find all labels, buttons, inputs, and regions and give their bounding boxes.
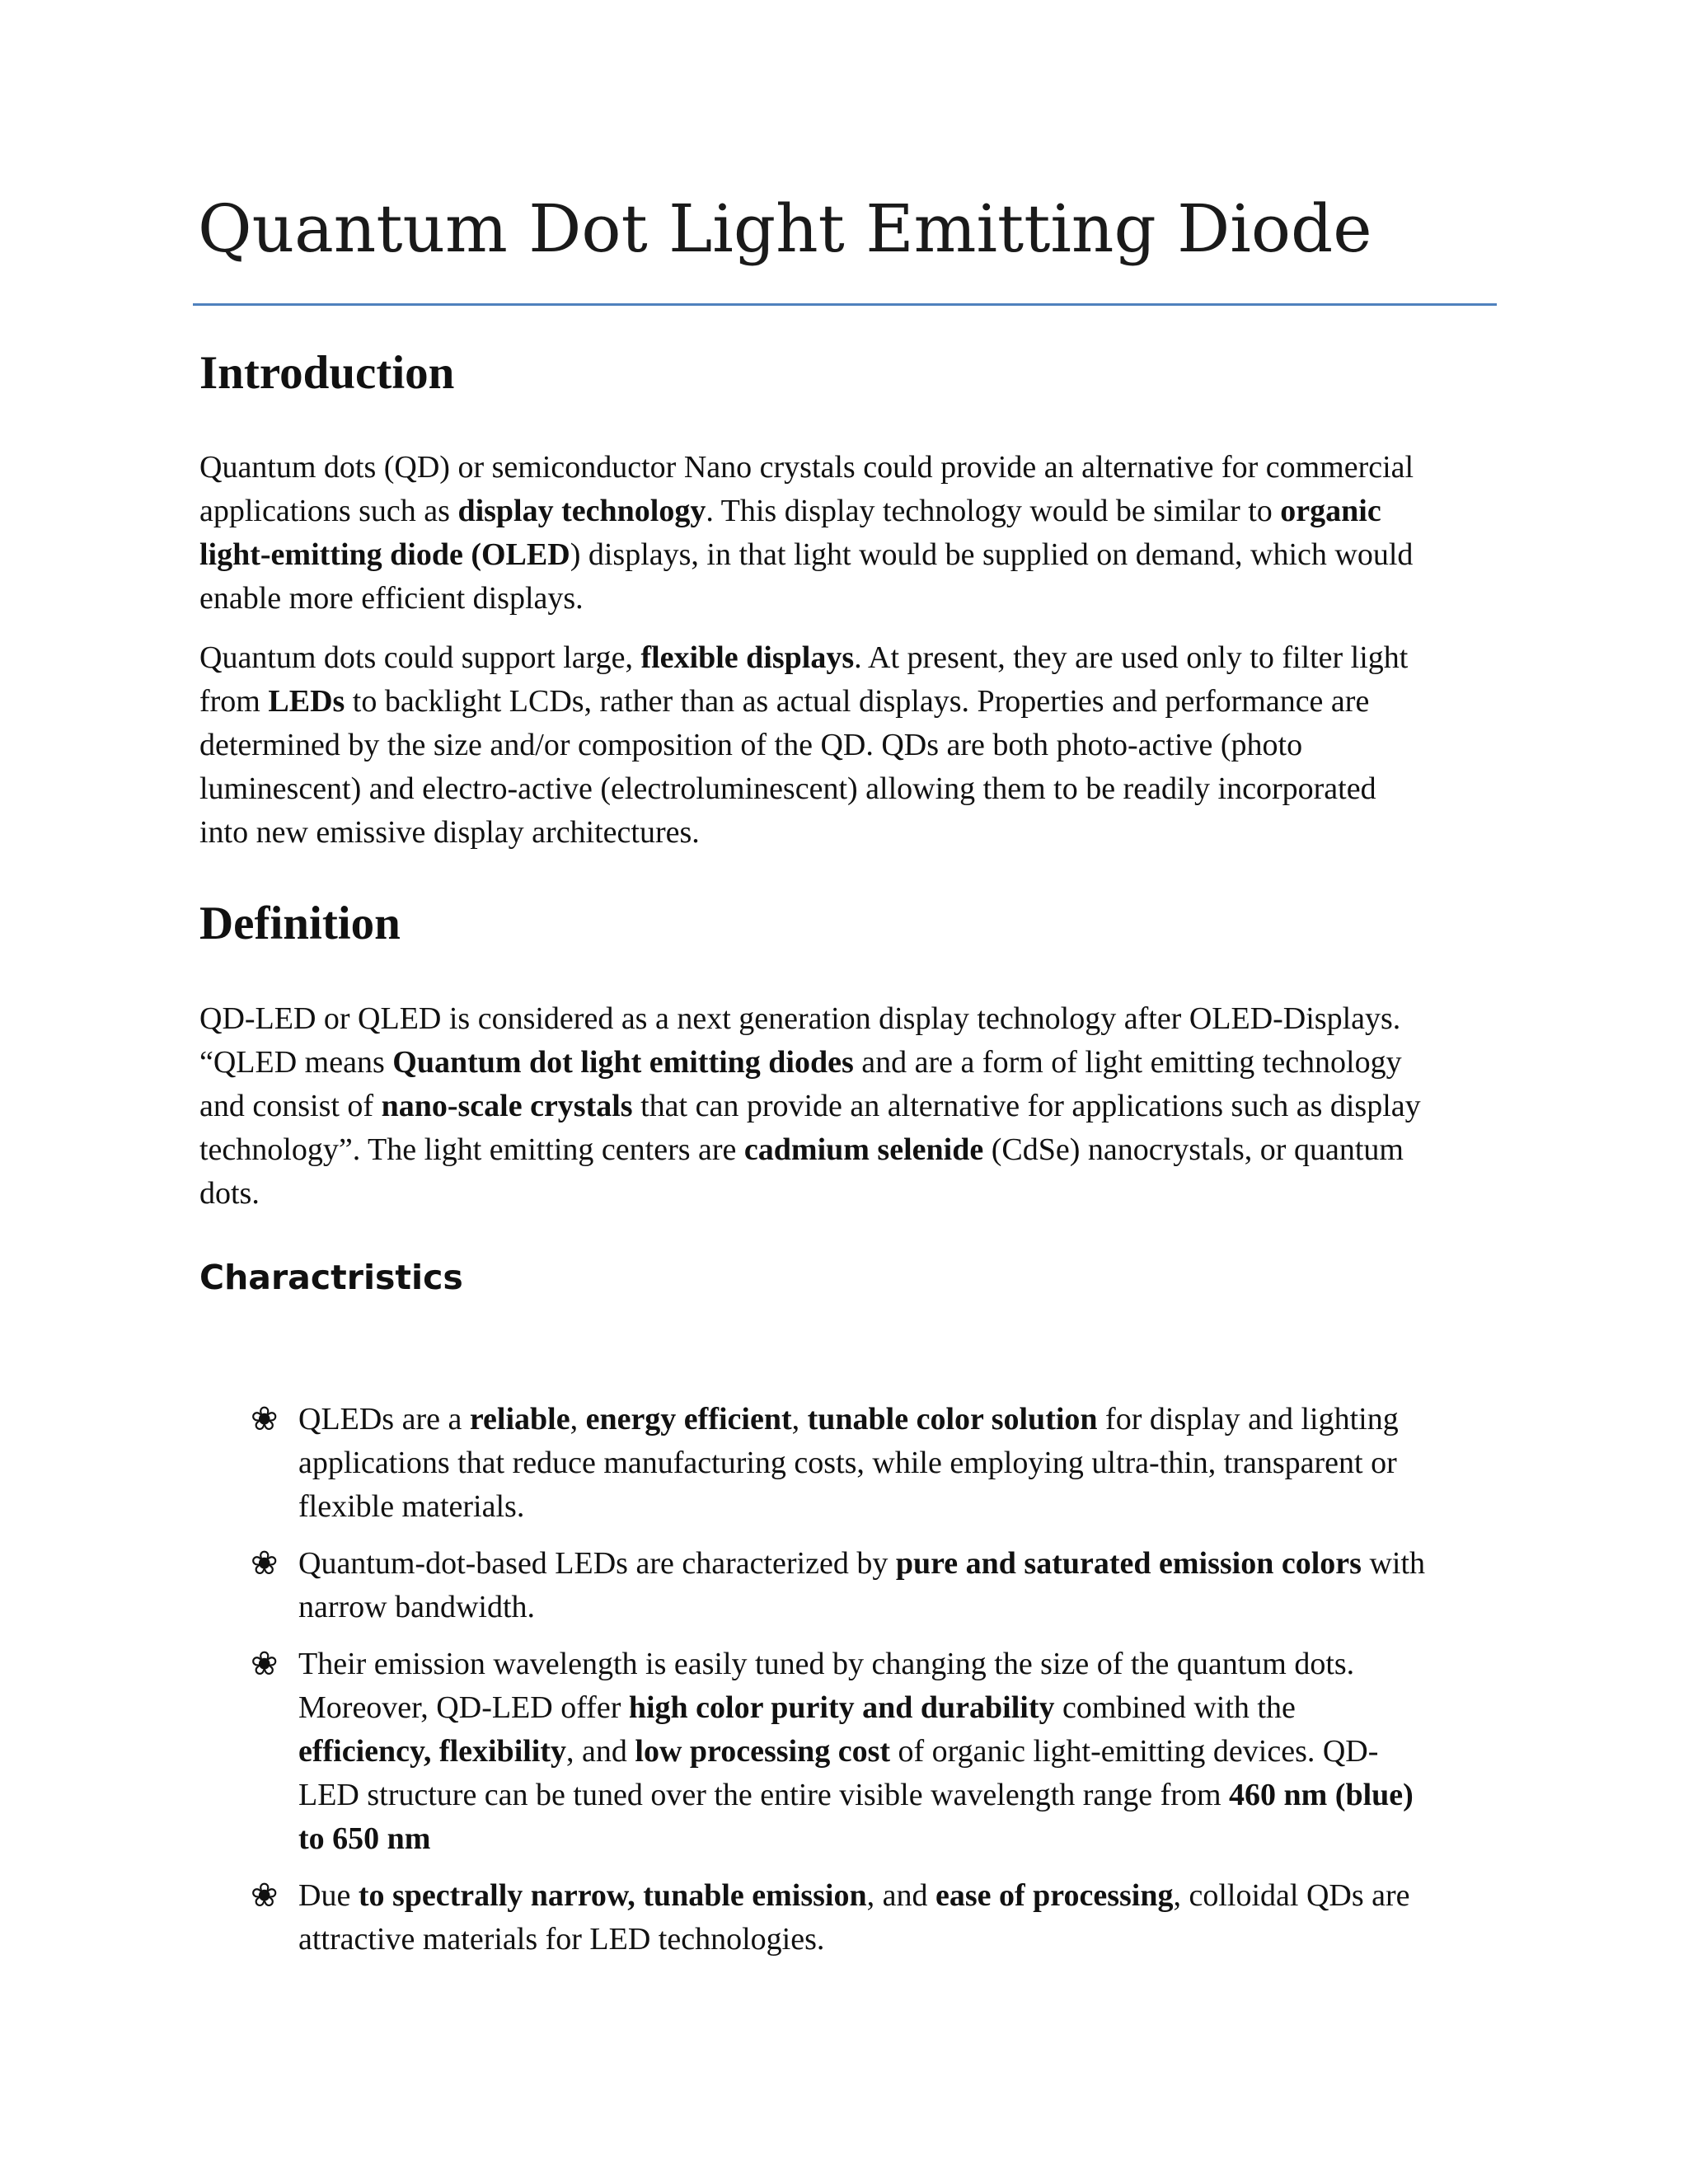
document-title: Quantum Dot Light Emitting Diode	[198, 190, 1372, 267]
bold-run: cadmium selenide	[743, 1132, 984, 1167]
text-line	[298, 1586, 1503, 1629]
text-run: narrow bandwidth.	[298, 1590, 536, 1624]
text-run: Quantum dots (QD) or semiconductor Nano crystals could provide an alternative for commercial	[199, 450, 1414, 485]
text-run: applications that reduce manufacturing costs, while employing ultra-thin, transparent or	[298, 1446, 1397, 1480]
text-run: QLEDs are a	[298, 1402, 470, 1436]
text-run: Quantum dots could support large,	[199, 640, 641, 675]
text-run: Moreover, QD-LED offer	[298, 1690, 629, 1725]
title-underline-rule	[193, 303, 1497, 306]
bold-run: display technology	[457, 494, 706, 528]
text-run: of organic light-emitting devices. QD-	[890, 1734, 1379, 1769]
text-line	[199, 997, 1502, 1041]
text-run: enable more efficient displays.	[199, 581, 584, 616]
text-run: ) displays, in that light would be supplied on demand, which would	[570, 537, 1414, 572]
bold-run: LEDs	[268, 684, 345, 719]
text-run: (CdSe) nanocrystals, or quantum	[983, 1132, 1404, 1167]
text-line	[199, 724, 1502, 767]
bold-run: efficiency, flexibility	[298, 1734, 567, 1769]
flower-bullet-icon: ❀	[251, 1877, 279, 1915]
text-line	[199, 533, 1502, 577]
text-run: QD-LED or QLED is considered as a next generation display technology after OLED-Displays.	[199, 1001, 1401, 1036]
bold-run: energy efficient	[585, 1402, 792, 1436]
text-run: and consist of	[199, 1089, 382, 1123]
flower-bullet-icon: ❀	[251, 1544, 279, 1582]
characteristics-list	[251, 1398, 1503, 1975]
definition-paragraph	[199, 997, 1502, 1216]
introduction-paragraph-1	[199, 446, 1502, 621]
list-item-text	[298, 1643, 1503, 1861]
text-run: . At present, they are used only to filter light	[854, 640, 1409, 675]
text-line	[199, 490, 1502, 533]
text-line	[298, 1730, 1503, 1774]
text-run: , and	[866, 1878, 935, 1913]
text-run: to backlight LCDs, rather than as actual displays. Properties and performance are	[345, 684, 1370, 719]
text-run: LED structure can be tuned over the entire visible wavelength range from	[298, 1778, 1230, 1812]
text-line	[298, 1918, 1503, 1961]
text-line	[298, 1441, 1503, 1485]
bold-run: Quantum dot light emitting diodes	[392, 1045, 854, 1080]
bold-run: nano-scale crystals	[381, 1089, 633, 1123]
text-run: ,	[791, 1402, 808, 1436]
text-run: Their emission wavelength is easily tuned by changing the size of the quantum dots.	[298, 1647, 1355, 1681]
bold-run: to 650 nm	[298, 1821, 431, 1856]
bold-run: pure and saturated emission colors	[895, 1546, 1362, 1581]
text-run: combined with the	[1054, 1690, 1296, 1725]
text-line	[199, 811, 1502, 855]
text-run: with	[1361, 1546, 1426, 1581]
list-item	[251, 1398, 1503, 1529]
bold-run: organic	[1280, 494, 1381, 528]
flower-bullet-icon: ❀	[251, 1645, 279, 1683]
text-run: “QLED means	[199, 1045, 393, 1080]
text-line	[199, 446, 1502, 490]
text-line	[298, 1817, 1503, 1861]
text-run: , and	[566, 1734, 635, 1769]
text-run: dots.	[199, 1176, 260, 1211]
text-run: , colloidal QDs are	[1173, 1878, 1410, 1913]
text-line	[199, 680, 1502, 724]
list-item	[251, 1542, 1503, 1629]
text-line	[298, 1874, 1503, 1918]
text-run: attractive materials for LED technologies.	[298, 1922, 825, 1957]
text-line	[199, 1172, 1502, 1216]
bold-run: light-emitting diode (OLED	[199, 537, 570, 572]
list-item-text	[298, 1874, 1503, 1961]
list-item-text	[298, 1398, 1503, 1529]
text-line	[199, 577, 1502, 621]
list-item	[251, 1643, 1503, 1861]
introduction-paragraph-2	[199, 636, 1502, 855]
text-line	[298, 1398, 1503, 1441]
text-line	[298, 1643, 1503, 1686]
bold-run: reliable	[469, 1402, 570, 1436]
heading-characteristics: Charactristics	[199, 1258, 463, 1297]
bold-run: tunable color solution	[807, 1402, 1098, 1436]
text-line	[199, 1085, 1502, 1128]
list-item	[251, 1874, 1503, 1961]
bold-run: low processing cost	[635, 1734, 891, 1769]
text-run: luminescent) and electro-active (electroluminescent) allowing them to be readily incorporated	[199, 771, 1376, 806]
text-run: ,	[570, 1402, 586, 1436]
bold-run: flexible displays	[640, 640, 855, 675]
bold-run: 460 nm (blue)	[1229, 1778, 1414, 1812]
heading-definition: Definition	[199, 898, 401, 949]
text-run: determined by the size and/or composition of the QD. QDs are both photo-active (photo	[199, 728, 1303, 762]
text-run: that can provide an alternative for applications such as display	[632, 1089, 1421, 1123]
bold-run: ease of processing	[935, 1878, 1174, 1913]
text-line	[298, 1485, 1503, 1529]
list-item-text	[298, 1542, 1503, 1629]
text-line	[298, 1686, 1503, 1730]
text-run: flexible materials.	[298, 1489, 525, 1524]
text-run: technology”. The light emitting centers are	[199, 1132, 744, 1167]
text-run: from	[199, 684, 269, 719]
text-run: . This display technology would be similar to	[706, 494, 1281, 528]
text-line	[199, 636, 1502, 680]
text-run: Due	[298, 1878, 359, 1913]
text-line	[199, 1128, 1502, 1172]
bold-run: to spectrally narrow, tunable emission	[358, 1878, 867, 1913]
text-line	[298, 1774, 1503, 1817]
text-line	[199, 1041, 1502, 1085]
text-run: applications such as	[199, 494, 458, 528]
text-run: and are a form of light emitting technology	[853, 1045, 1402, 1080]
text-run: into new emissive display architectures.	[199, 815, 700, 850]
bold-run: high color purity and durability	[628, 1690, 1055, 1725]
flower-bullet-icon: ❀	[251, 1400, 279, 1438]
text-run: for display and lighting	[1097, 1402, 1399, 1436]
text-run: Quantum-dot-based LEDs are characterized by	[298, 1546, 896, 1581]
text-line	[298, 1542, 1503, 1586]
text-line	[199, 767, 1502, 811]
heading-introduction: Introduction	[199, 347, 455, 399]
